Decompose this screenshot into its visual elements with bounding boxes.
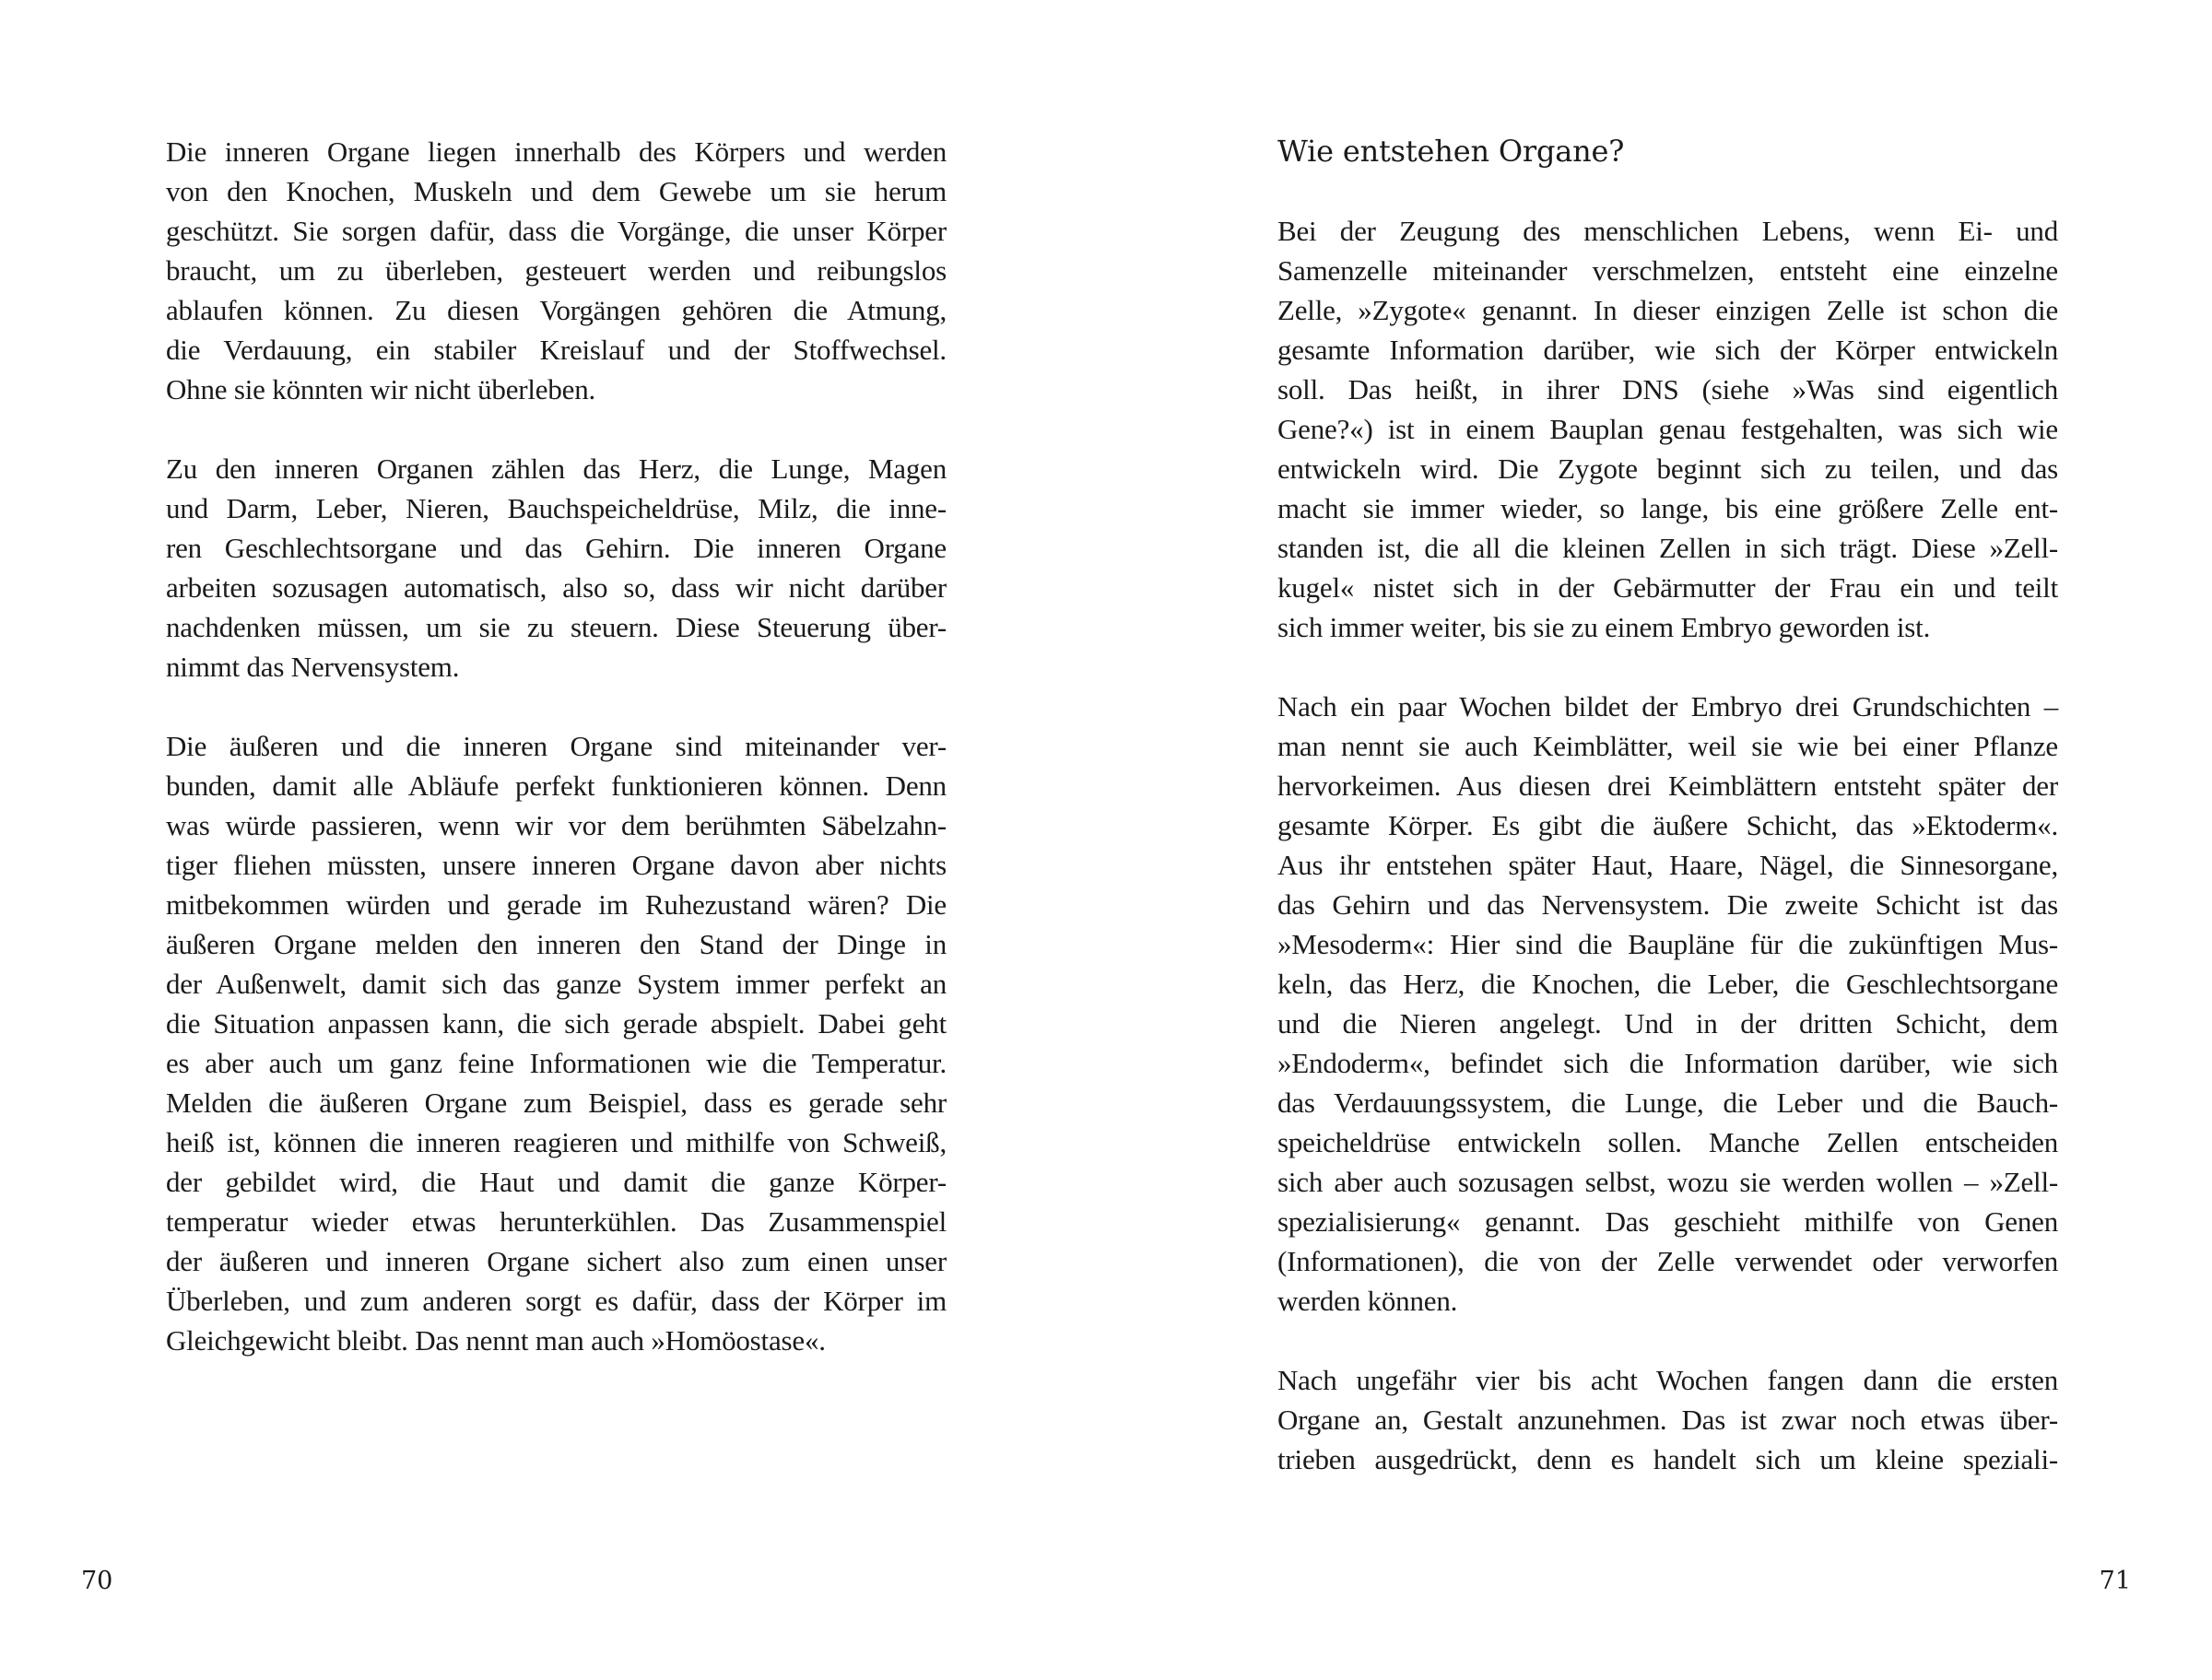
text-line: Die äußeren und die inneren Organe sind miteinander ver-	[166, 730, 947, 762]
text-line: entwickeln wird. Die Zygote beginnt sich zu teilen, und das	[1277, 452, 2058, 485]
text-line: die Verdauung, ein stabiler Kreislauf und der Stoffwechsel.	[166, 334, 947, 366]
text-line: Zelle, »Zygote« genannt. In dieser einzigen Zelle ist schon die	[1277, 294, 2058, 326]
text-line: Ohne sie könnten wir nicht überleben.	[166, 373, 596, 405]
text-line: es aber auch um ganz feine Informationen wie die Temperatur.	[166, 1047, 947, 1079]
text-line: ablaufen können. Zu diesen Vorgängen gehören die Atmung,	[166, 294, 947, 326]
text-line: Gleichgewicht bleibt. Das nennt man auch »Homöostase«.	[166, 1324, 826, 1357]
page-number-right: 71	[2099, 1567, 2131, 1595]
text-line: nimmt das Nervensystem.	[166, 651, 460, 683]
text-line: bunden, damit alle Abläufe perfekt funktionieren können. Denn	[166, 770, 947, 802]
text-line: arbeiten sozusagen automatisch, also so, dass wir nicht darüber	[166, 571, 947, 604]
right-page	[1106, 0, 2212, 1680]
text-line: Bei der Zeugung des menschlichen Lebens, wenn Ei- und	[1277, 215, 2058, 247]
text-line: werden können.	[1277, 1285, 1458, 1317]
right-page-body	[1277, 132, 2058, 1479]
text-line: äußeren Organe melden den inneren den Stand der Dinge in	[166, 928, 947, 960]
text-line: Melden die äußeren Organe zum Beispiel, dass es gerade sehr	[166, 1087, 947, 1119]
text-line: mitbekommen würden und gerade im Ruhezustand wären? Die	[166, 888, 947, 921]
text-line: nachdenken müssen, um sie zu steuern. Diese Steuerung über-	[166, 611, 947, 643]
text-line: keln, das Herz, die Knochen, die Leber, die Geschlechtsorgane	[1277, 968, 2058, 1000]
text-line: die Situation anpassen kann, die sich gerade abspielt. Dabei geht	[166, 1007, 947, 1040]
text-line: standen ist, die all die kleinen Zellen in sich trägt. Diese »Zell-	[1277, 532, 2058, 564]
text-line: gesamte Information darüber, wie sich der Körper entwickeln	[1277, 334, 2058, 366]
text-line: der Außenwelt, damit sich das ganze System immer perfekt an	[166, 968, 947, 1000]
text-line: sich aber auch sozusagen selbst, wozu sie werden wollen – »Zell-	[1277, 1166, 2058, 1198]
heading-gap	[1277, 171, 2058, 211]
text-line: geschützt. Sie sorgen dafür, dass die Vorgänge, die unser Körper	[166, 215, 947, 247]
text-line: was würde passieren, wenn wir vor dem berühmten Säbelzahn-	[166, 809, 947, 841]
page-number-left: 70	[81, 1567, 113, 1595]
text-line: Die inneren Organe liegen innerhalb des Körpers und werden	[166, 135, 947, 168]
text-line: der äußeren und inneren Organe sichert also zum einen unser	[166, 1245, 947, 1277]
text-line: ren Geschlechtsorgane und das Gehirn. Die inneren Organe	[166, 532, 947, 564]
section-heading: Wie entstehen Organe?	[1277, 134, 1625, 169]
paragraph-gap	[166, 409, 947, 449]
text-line: »Endoderm«, befindet sich die Information darüber, wie sich	[1277, 1047, 2058, 1079]
text-line: man nennt sie auch Keimblätter, weil sie wie bei einer Pflanze	[1277, 730, 2058, 762]
text-line: temperatur wieder etwas herunterkühlen. Das Zusammenspiel	[166, 1205, 947, 1238]
text-line: Überleben, und zum anderen sorgt es dafür, dass der Körper im	[166, 1285, 947, 1317]
text-line: Samenzelle miteinander verschmelzen, entsteht eine einzelne	[1277, 254, 2058, 287]
text-line: der gebildet wird, die Haut und damit die ganze Körper-	[166, 1166, 947, 1198]
text-line: sich immer weiter, bis sie zu einem Embryo geworden ist.	[1277, 611, 1931, 643]
text-line: soll. Das heißt, in ihrer DNS (siehe »Was sind eigentlich	[1277, 373, 2058, 405]
text-line: heiß ist, können die inneren reagieren und mithilfe von Schweiß,	[166, 1126, 947, 1158]
text-line: und Darm, Leber, Nieren, Bauchspeicheldrüse, Milz, die inne-	[166, 492, 947, 524]
paragraph-gap	[166, 687, 947, 726]
text-line: kugel« nistet sich in der Gebärmutter der Frau ein und teilt	[1277, 571, 2058, 604]
text-line: und die Nieren angelegt. Und in der dritten Schicht, dem	[1277, 1007, 2058, 1040]
text-line: das Verdauungssystem, die Lunge, die Leber und die Bauch-	[1277, 1087, 2058, 1119]
text-line: »Mesoderm«: Hier sind die Baupläne für die zukünftigen Mus-	[1277, 928, 2058, 960]
text-line: (Informationen), die von der Zelle verwendet oder verworfen	[1277, 1245, 2058, 1277]
text-line: Gene?«) ist in einem Bauplan genau festgehalten, was sich wie	[1277, 413, 2058, 445]
text-line: tiger fliehen müssten, unsere inneren Organe davon aber nichts	[166, 849, 947, 881]
text-line: macht sie immer wieder, so lange, bis eine größere Zelle ent-	[1277, 492, 2058, 524]
text-line: Aus ihr entstehen später Haut, Haare, Nägel, die Sinnesorgane,	[1277, 849, 2058, 881]
text-line: hervorkeimen. Aus diesen drei Keimblättern entsteht später der	[1277, 770, 2058, 802]
paragraph-gap	[1277, 647, 2058, 687]
text-line: trieben ausgedrückt, denn es handelt sich um kleine speziali-	[1277, 1443, 2058, 1475]
text-line: speicheldrüse entwickeln sollen. Manche Zellen entscheiden	[1277, 1126, 2058, 1158]
text-line: Organe an, Gestalt anzunehmen. Das ist zwar noch etwas über-	[1277, 1404, 2058, 1436]
text-line: gesamte Körper. Es gibt die äußere Schicht, das »Ektoderm«.	[1277, 809, 2058, 841]
text-line: von den Knochen, Muskeln und dem Gewebe um sie herum	[166, 175, 947, 207]
text-line: Nach ungefähr vier bis acht Wochen fangen dann die ersten	[1277, 1364, 2058, 1396]
left-page-body	[166, 132, 947, 1360]
text-line: Nach ein paar Wochen bildet der Embryo drei Grundschichten –	[1277, 690, 2058, 723]
text-line: das Gehirn und das Nervensystem. Die zweite Schicht ist das	[1277, 888, 2058, 921]
text-line: braucht, um zu überleben, gesteuert werden und reibungslos	[166, 254, 947, 287]
paragraph-gap	[1277, 1321, 2058, 1360]
text-line: spezialisierung« genannt. Das geschieht mithilfe von Genen	[1277, 1205, 2058, 1238]
text-line: Zu den inneren Organen zählen das Herz, die Lunge, Magen	[166, 452, 947, 485]
